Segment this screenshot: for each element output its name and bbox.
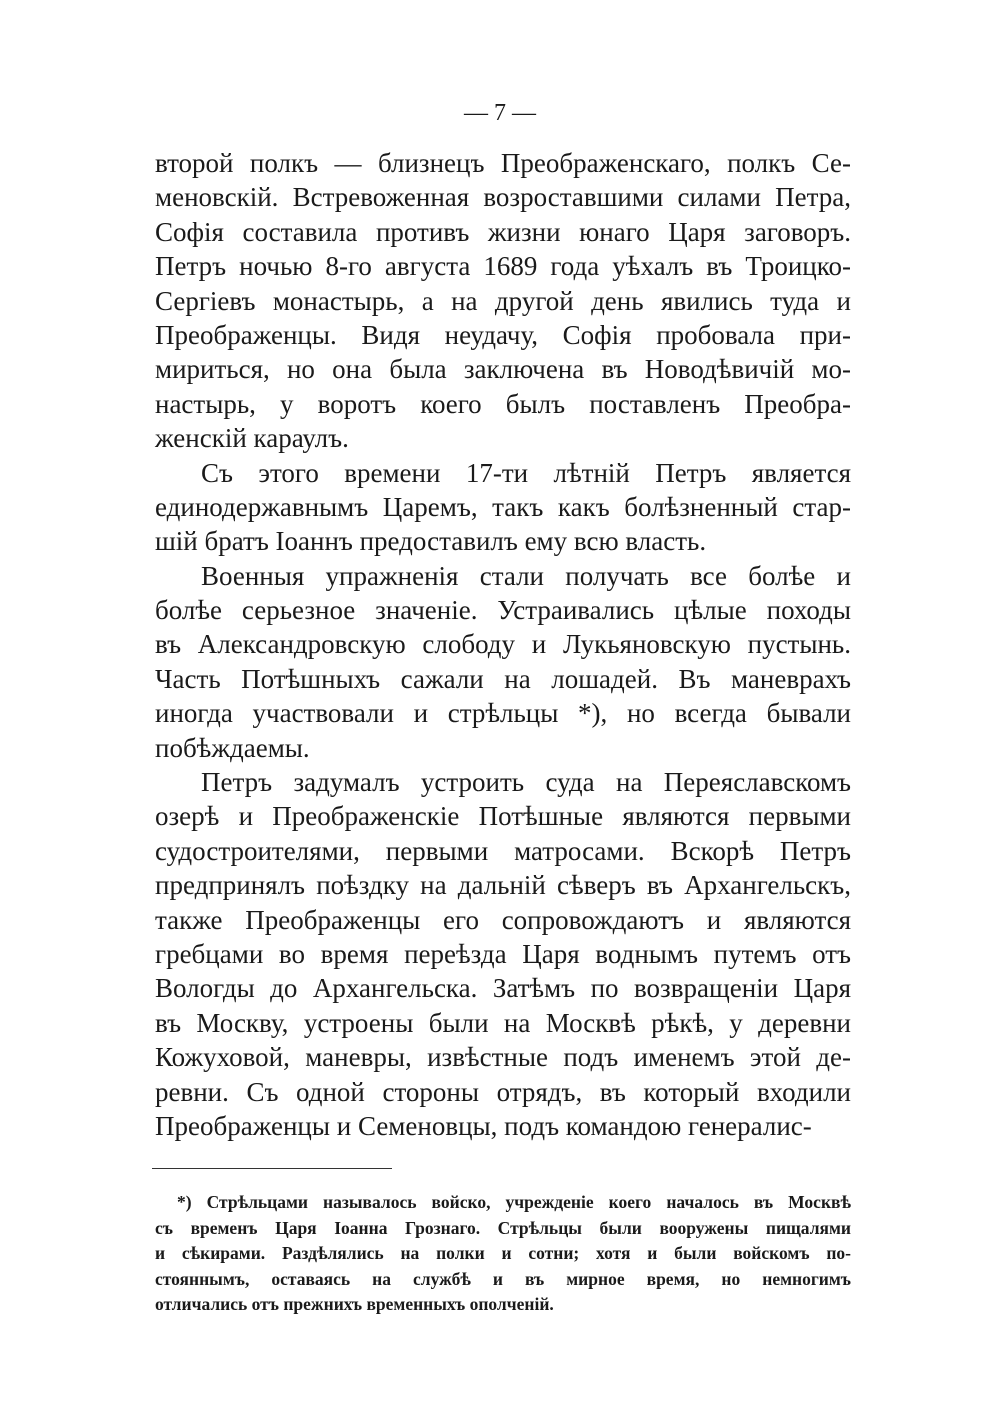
text-line: Кожуховой, маневры, извѣстные подъ именемъ этой де- — [155, 1042, 851, 1073]
text-line: также Преображенцы его сопровождаютъ и являются — [155, 904, 851, 935]
text-line: женскій караулъ. — [155, 423, 349, 454]
footnote-line: отличались отъ прежнихъ временныхъ ополченій. — [155, 1294, 554, 1314]
text-line: гребцами во время переѣзда Царя воднымъ путемъ отъ — [155, 938, 851, 969]
text-line: настырь, у воротъ коего былъ поставленъ Преобра- — [155, 388, 851, 419]
text-line: болѣе серьезное значеніе. Устраивались цѣлые походы — [155, 595, 851, 626]
text-line: Военныя упражненія стали получать все болѣе и — [201, 560, 851, 591]
footnote-line: съ временъ Царя Іоанна Грознаго. Стрѣльцы были вооружены пищалями — [155, 1217, 851, 1238]
text-line: озерѣ и Преображенскіе Потѣшные являются первыми — [155, 801, 851, 832]
text-line: мириться, но она была заключена въ Новодѣвичій мо- — [155, 354, 851, 385]
footnote-line: стояннымъ, оставаясь на службѣ и въ мирное время, но немногимъ — [155, 1268, 851, 1289]
footnote-divider — [152, 1168, 392, 1169]
footnote-line: и сѣкирами. Раздѣлялись на полки и сотни; хотя и были войскомъ по- — [155, 1243, 851, 1263]
text-line: шій братъ Іоаннъ предоставилъ ему всю власть. — [155, 526, 707, 557]
text-line: иногда участвовали и стрѣльцы *), но всегда бывали — [155, 698, 851, 729]
text-line: единодержавнымъ Царемъ, такъ какъ болѣзненный стар- — [155, 491, 851, 522]
text-line: Преображенцы и Семеновцы, подъ командою генералис- — [155, 1110, 812, 1141]
text-line: меновскій. Встревоженная возроставшими силами Петра, — [155, 182, 851, 213]
text-line: въ Александровскую слободу и Лукьяновскую пустынь. — [155, 629, 851, 660]
text-line: въ Москву, устроены были на Москвѣ рѣкѣ, у деревни — [155, 1007, 851, 1038]
text-line: второй полкъ — близнецъ Преображенскаго, полкъ Се- — [155, 148, 851, 178]
page-number: — 7 — — [464, 100, 536, 126]
text-line: Часть Потѣшныхъ сажали на лошадей. Въ маневрахъ — [155, 663, 851, 694]
footnote-line: *) Стрѣльцами называлось войско, учрежденіе коего началось въ Москвѣ — [177, 1192, 851, 1212]
text-line: Петръ задумалъ устроить суда на Переяславскомъ — [201, 767, 851, 798]
text-line: судостроителями, первыми матросами. Вскорѣ Петръ — [155, 835, 851, 866]
text-line: ревни. Съ одной стороны отрядъ, въ который входили — [155, 1076, 851, 1107]
text-line: побѣждаемы. — [155, 732, 310, 763]
text-line: Софія составила противъ жизни юнаго Царя заговоръ. — [155, 216, 851, 247]
main-text — [155, 146, 851, 1143]
text-line: предпринялъ поѣздку на дальній сѣверъ въ Архангельскъ, — [155, 870, 851, 901]
text-line: Сергіевъ монастырь, а на другой день явились туда и — [155, 285, 851, 316]
text-line: Петръ ночью 8-го августа 1689 года уѣхалъ въ Троицко- — [155, 251, 851, 282]
text-line: Съ этого времени 17-ти лѣтній Петръ является — [201, 457, 851, 488]
footnote — [155, 1190, 851, 1318]
text-line: Преображенцы. Видя неудачу, Софія пробовала при- — [155, 319, 851, 350]
text-line: Вологды до Архангельска. Затѣмъ по возвращеніи Царя — [155, 973, 851, 1004]
